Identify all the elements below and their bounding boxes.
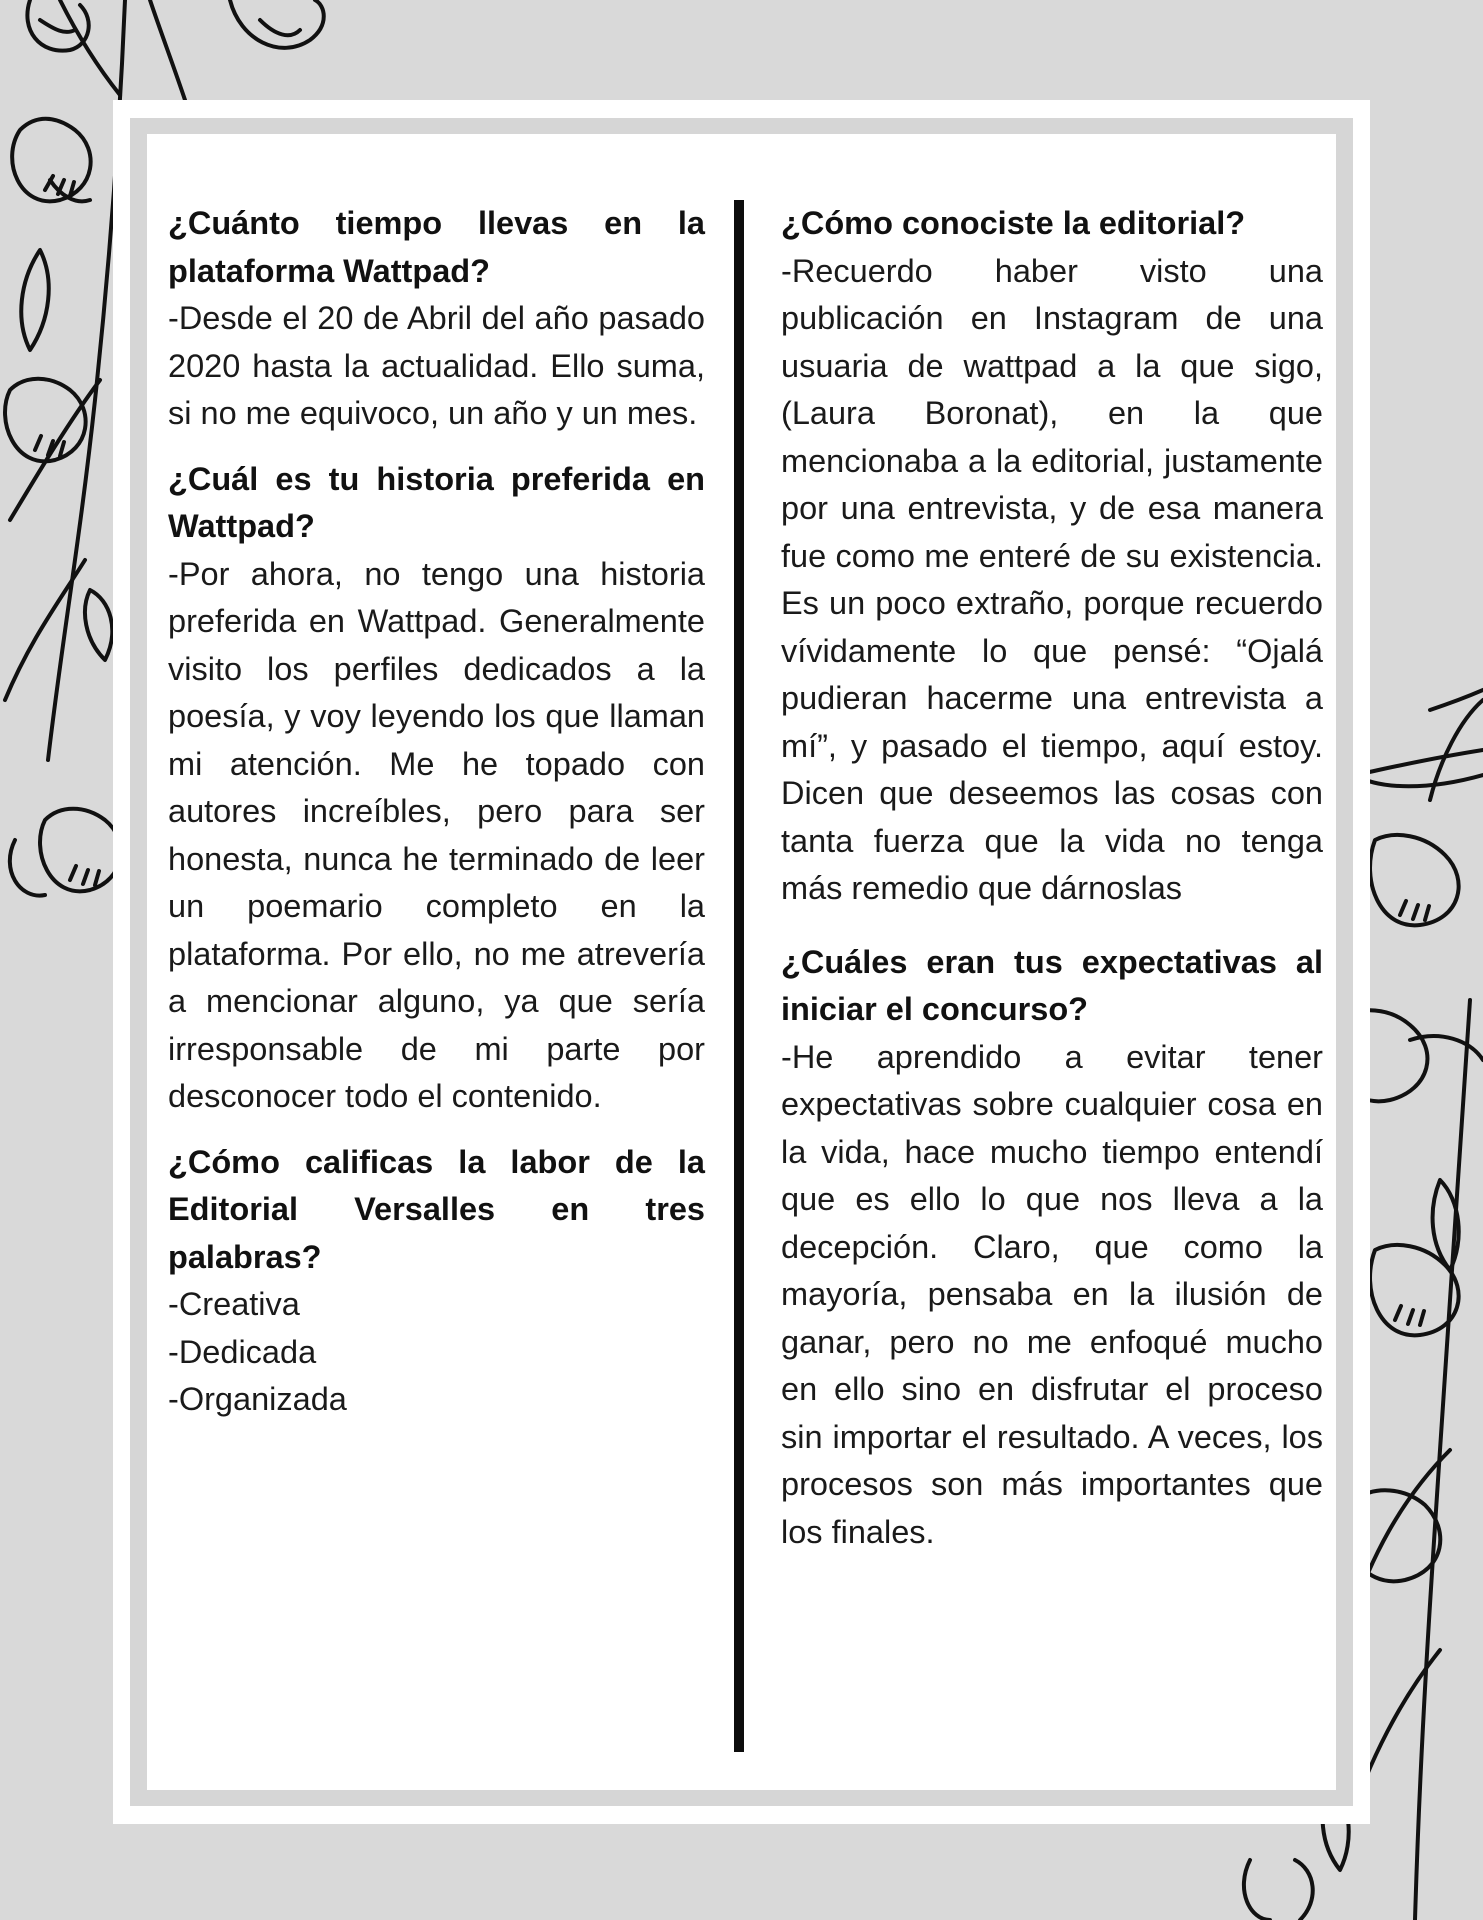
answer-favorite-story: -Por ahora, no tengo una historia preferida en Wattpad. Generalmente visito los perfiles dedicados a la poesía, y voy leyendo los que llaman mi atención. Me he topado con autores increíbles, pero para ser honesta, nunca he terminado de leer un poemario completo en la plataforma. Por ello, no me atrevería a mencionar alguno, ya que sería irresponsable de mi parte por desconocer todo el contenido. (168, 555, 705, 1114)
answer-word-3: -Organizada (168, 1381, 347, 1417)
answer-expectations: -He aprendido a evitar tener expectativas sobre cualquier cosa en la vida, hace mucho tiempo entendí que es ello lo que nos lleva a la decepción. Claro, que como la mayoría, pensaba en la ilusión de ganar, pero no me enfoqué mucho en ello sino en disfrutar el proceso sin importar el resultado. A veces, los procesos son más importantes que los finales. (781, 1038, 1323, 1550)
question-editorial-three-words: ¿Cómo calificas la labor de la Editorial Versalles en tres palabras? (168, 1143, 705, 1275)
question-time-on-wattpad: ¿Cuánto tiempo llevas en la plataforma Wattpad? (168, 205, 705, 289)
question-favorite-story: ¿Cuál es tu historia preferida en Wattpad? (168, 460, 705, 544)
answer-time-on-wattpad: -Desde el 20 de Abril del año pasado 2020 hasta la actualidad. Ello suma, si no me equivoco, un año y un mes. (168, 300, 705, 431)
left-column (168, 200, 705, 1424)
column-divider (734, 200, 744, 1752)
question-how-found-editorial: ¿Cómo conociste la editorial? (781, 205, 1246, 241)
answer-word-1: -Creativa (168, 1286, 300, 1322)
answer-word-2: -Dedicada (168, 1333, 317, 1370)
answer-how-found-editorial: -Recuerdo haber visto una publicación en Instagram de una usuaria de wattpad a la que sigo, (Laura Boronat), en la que mencionaba a la editorial, justamente por una entrevista, y de esa manera fue como me enteré de su existencia. Es un poco extraño, porque recuerdo vívidamente lo que pensé: “Ojalá pudieran hacerme una entrevista a mí”, y pasado el tiempo, aquí estoy. Dicen que deseemos las cosas con tanta fuerza que la vida no tenga más remedio que dárnoslas (781, 252, 1323, 906)
right-column (781, 200, 1323, 1556)
question-expectations: ¿Cuáles eran tus expectativas al iniciar el concurso? (781, 943, 1323, 1027)
